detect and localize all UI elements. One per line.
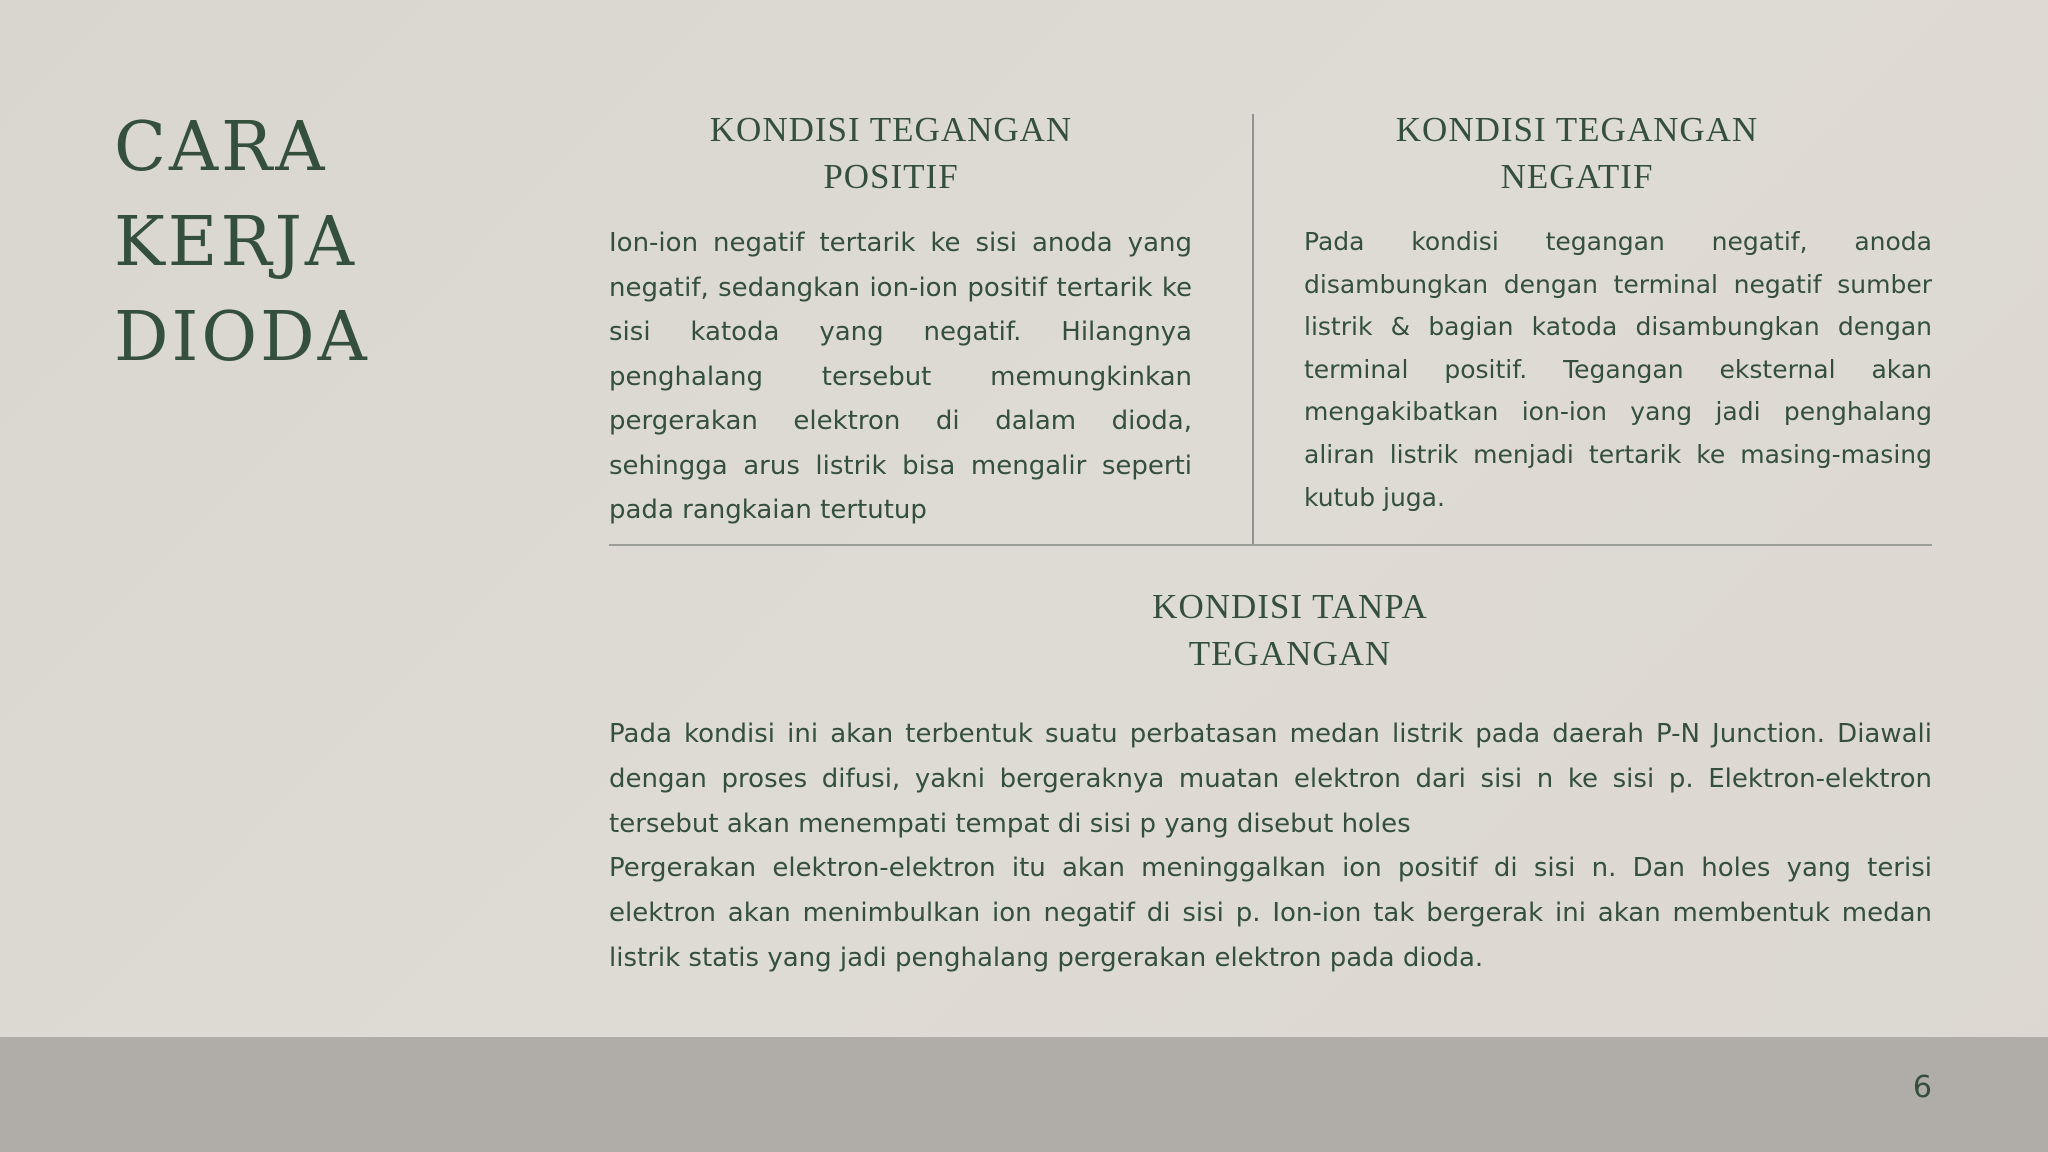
- heading-line: KONDISI TEGANGAN: [1395, 110, 1759, 149]
- horizontal-divider: [609, 544, 1932, 546]
- footer-bar: [0, 1037, 2048, 1152]
- paragraph: Pergerakan elektron-elektron itu akan meninggalkan ion positif di sisi n. Dan holes yang terisi elektron akan menimbulkan ion negatif di sisi p. Ion-ion tak bergerak ini akan membentuk medan listrik statis yang jadi penghalang pergerakan elektron pada dioda.: [609, 853, 1932, 973]
- heading-negative-voltage: [1282, 106, 1872, 200]
- heading-line: KONDISI TEGANGAN: [709, 110, 1073, 149]
- text-no-voltage: [609, 712, 1932, 981]
- paragraph: Pada kondisi ini akan terbentuk suatu perbatasan medan listrik pada daerah P-N Junction. Diawali dengan proses difusi, yakni bergeraknya muatan elektron dari sisi n ke sisi p. Elektron-elektron tersebut akan menempati tempat di sisi p yang disebut holes: [609, 719, 1932, 839]
- page-number: 6: [1912, 1070, 1932, 1105]
- heading-line: TEGANGAN: [1188, 634, 1392, 673]
- slide-title-line: DIODA: [114, 298, 370, 377]
- text-positive-voltage: Ion-ion negatif tertarik ke sisi anoda yang negatif, sedangkan ion-ion positif tertarik ke sisi katoda yang negatif. Hilangnya penghalang tersebut memungkinkan pergerakan elektron di dalam dioda, sehingga arus listrik bisa mengalir seperti pada rangkaian tertutup: [609, 228, 1192, 525]
- heading-line: KONDISI TANPA: [1152, 587, 1428, 626]
- heading-no-voltage: [1000, 583, 1580, 677]
- slide-title: [114, 100, 534, 385]
- heading-line: POSITIF: [823, 157, 959, 196]
- slide-title-line: CARA: [114, 108, 328, 187]
- text-negative-voltage: Pada kondisi tegangan negatif, anoda disambungkan dengan terminal negatif sumber listrik & bagian katoda disambungkan dengan terminal positif. Tegangan eksternal akan mengakibatkan ion-ion yang jadi penghalang aliran listrik menjadi tertarik ke masing-masing kutub juga.: [1304, 227, 1932, 512]
- slide-title-line: KERJA: [114, 203, 358, 282]
- heading-line: NEGATIF: [1500, 157, 1654, 196]
- heading-positive-voltage: [608, 106, 1174, 200]
- vertical-divider: [1252, 114, 1254, 544]
